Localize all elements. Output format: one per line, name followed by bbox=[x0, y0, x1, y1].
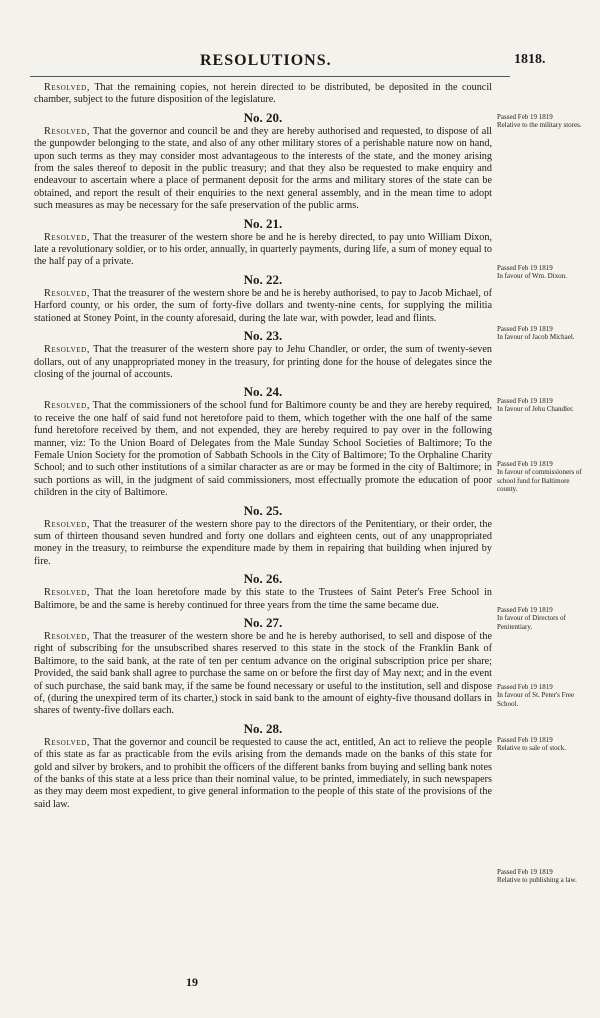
resolution-text: That the governor and council be and they are hereby authorised and requested, to dispose of all the gunpowder belonging to the state, and also of any other military stores of a perishable nature now on hand, upon such terms as they may consider most advantageous to the interests of the state, and the money arising from the sales thereof to deposit in the public treasury; and that they also be requested to make enquiry and endeavour to ascertain where a place of permanent deposit for the arms and military stores of the state can be obtained, and report the result of their enquiries to the next general assembly, and in the mean time to adopt such measures as may be necessary for the safe preservation of the public arms. bbox=[34, 125, 492, 212]
resolution-paragraph bbox=[34, 288, 492, 325]
page-title: RESOLUTIONS. bbox=[200, 52, 332, 69]
resolution-number: No. 21. bbox=[243, 215, 283, 231]
margin-note bbox=[497, 460, 587, 494]
document-body bbox=[34, 82, 492, 811]
margin-note-text: In favour of St. Peter's Free School. bbox=[497, 691, 575, 708]
resolution-paragraph bbox=[34, 519, 492, 569]
margin-note-text: Relative to publishing a law. bbox=[497, 876, 577, 885]
passed-date: Passed Feb 19 1819 bbox=[497, 606, 553, 614]
resolved-lead: Resolved, bbox=[44, 125, 90, 137]
resolution-number: No. 28. bbox=[243, 720, 283, 736]
resolution-paragraph bbox=[34, 126, 492, 213]
page-year: 1818. bbox=[514, 52, 546, 67]
passed-date: Passed Feb 19 1819 bbox=[497, 264, 553, 272]
running-header bbox=[0, 52, 600, 74]
margin-note bbox=[497, 683, 587, 708]
resolution-text: That the governor and council be requested to cause the act, entitled, An act to relieve the people of this state as far as practicable from the evils arising from the demands made on the banks of this state for gold and silver by brokers, and to prohibit the officers of the different banks from buying and selling bank notes of the banks of this state at a less price than their nominal value, to be printed, immediately, in such newspapers as they may deem most expedient, to give general information to the people of this state of the provisions of the said law. bbox=[34, 736, 492, 810]
resolution-text: That the commissioners of the school fund for Baltimore county be and they are hereby required, to receive the one half of said fund not heretofore paid to them, which together with the one half of the same fund heretofore received by them, and not expended, they are hereby required to pay over in the following manner, viz: To the Union Board of Delegates from the Male Sunday School Societies of Baltimore; To the Female Union Society for the promotion of Sabbath Schools in the City of Baltimore; To the Orphaline Charity School; and to such other institutions of a similar character as are or may be formed in the city of Baltimore; in such portions as will, in the judgment of said commissioners, most effectually promote the education of poor children in the city of Baltimore. bbox=[34, 400, 492, 499]
margin-note bbox=[497, 325, 587, 342]
passed-date: Passed Feb 19 1819 bbox=[497, 397, 553, 405]
margin-note-text: In favour of Directors of Penitentiary. bbox=[497, 614, 566, 631]
passed-date: Passed Feb 19 1819 bbox=[497, 325, 553, 333]
passed-date: Passed Feb 19 1819 bbox=[497, 683, 553, 691]
passed-date: Passed Feb 19 1819 bbox=[497, 113, 553, 121]
margin-note bbox=[497, 397, 587, 414]
margin-note-text: Relative to sale of stock. bbox=[497, 744, 567, 753]
resolution-text: That the treasurer of the western shore pay to Jehu Chandler, or order, the sum of twenty-seven dollars, out of any unappropriated money in the treasury, for printing done for the house of delegates since the closing of the journal of accounts. bbox=[34, 344, 492, 380]
margin-note-text: In favour of commissioners of school fund for Baltimore county. bbox=[497, 468, 582, 494]
resolution-paragraph bbox=[34, 631, 492, 718]
resolution-paragraph bbox=[34, 587, 492, 612]
resolved-lead: Resolved, bbox=[44, 587, 90, 599]
resolution-text: That the treasurer of the western shore pay to the directors of the Penitentiary, or their order, the sum of thirteen thousand seven hundred and forty one dollars and eighteen cents, out of any unappropriated money in the treasury, to reimburse the expenditure made by them in repairing that building when injured by fire. bbox=[34, 518, 492, 567]
resolution-number: No. 27. bbox=[243, 615, 283, 630]
resolved-lead: Resolved, bbox=[44, 344, 90, 356]
resolved-lead: Resolved, bbox=[44, 231, 90, 243]
passed-date: Passed Feb 19 1819 bbox=[497, 460, 553, 468]
margin-note-text: In favour of Jehu Chandler. bbox=[497, 405, 574, 414]
resolution-text: That the remaining copies, not herein directed to be distributed, be deposited in the council chamber, subject to the future disposition of the legislature. bbox=[34, 82, 492, 106]
margin-note bbox=[497, 113, 587, 130]
resolution-paragraph bbox=[34, 737, 492, 811]
resolved-lead: Resolved, bbox=[44, 736, 90, 748]
resolved-lead: Resolved, bbox=[44, 631, 90, 642]
resolution-paragraph bbox=[34, 400, 492, 499]
resolved-lead: Resolved, bbox=[44, 518, 90, 530]
resolution-number: No. 25. bbox=[243, 502, 283, 518]
resolved-lead: Resolved, bbox=[44, 82, 90, 93]
resolution-text: That the loan heretofore made by this state to the Trustees of Saint Peter's Free School in Baltimore, be and the same is hereby continued for three years from the time the same became due. bbox=[34, 587, 492, 611]
margin-note-text: In favour of Jacob Michael. bbox=[497, 333, 575, 342]
resolution-number: No. 23. bbox=[243, 328, 283, 344]
resolution-number: No. 26. bbox=[243, 571, 283, 587]
resolution-number: No. 24. bbox=[243, 384, 283, 400]
resolution-paragraph bbox=[34, 232, 492, 269]
page-number: 19 bbox=[186, 975, 198, 989]
resolution-paragraph bbox=[34, 344, 492, 381]
margin-note bbox=[497, 868, 587, 885]
resolution-number: No. 22. bbox=[243, 271, 283, 287]
resolved-lead: Resolved, bbox=[44, 287, 90, 299]
passed-date: Passed Feb 19 1819 bbox=[497, 868, 553, 876]
resolution-number: No. 20. bbox=[243, 109, 283, 125]
margin-note bbox=[497, 606, 587, 631]
margin-note-text: Relative to the military stores. bbox=[497, 121, 582, 130]
resolution-paragraph bbox=[34, 82, 492, 107]
resolution-text: That the treasurer of the western shore be and he is hereby authorised, to pay to Jacob Michael, of Harford county, or his order, the sum of forty-five dollars and twenty-nine cents, for supplying the militia stationed at Stoney Point, in the county aforesaid, during the late war, with powder, lead and flints. bbox=[34, 287, 492, 324]
margin-note bbox=[497, 736, 587, 753]
margin-note-text: In favour of Wm. Dixon. bbox=[497, 272, 567, 281]
margin-note bbox=[497, 264, 587, 281]
resolved-lead: Resolved, bbox=[44, 400, 90, 412]
resolution-text: That the treasurer of the western shore be and he is hereby authorised, to sell and dispose of the right of subscribing for the unsubscribed shares reserved to this state in the stock of the Franklin Bank of Baltimore, to the said bank, at the rate of ten per centum advance on the original subscription price per share; Provided, the said bank shall agree to purchase the same on or before the first day of May next; and in the event of such purchase, the said bank may, if the same be found necessary or useful to the institution, sell and dispose of, (during the unexpired term of its charter,) stock in said bank to the amount of eighty-five thousand dollars in shares of twenty-five dollars each. bbox=[34, 631, 492, 717]
passed-date: Passed Feb 19 1819 bbox=[497, 736, 553, 744]
header-rule bbox=[30, 76, 510, 77]
resolution-text: That the treasurer of the western shore be and he is hereby directed, to pay unto William Dixon, late a revolutionary soldier, or to his order, annually, in quarterly payments, during life, a sum of money equal to the half pay of a private. bbox=[34, 231, 492, 268]
